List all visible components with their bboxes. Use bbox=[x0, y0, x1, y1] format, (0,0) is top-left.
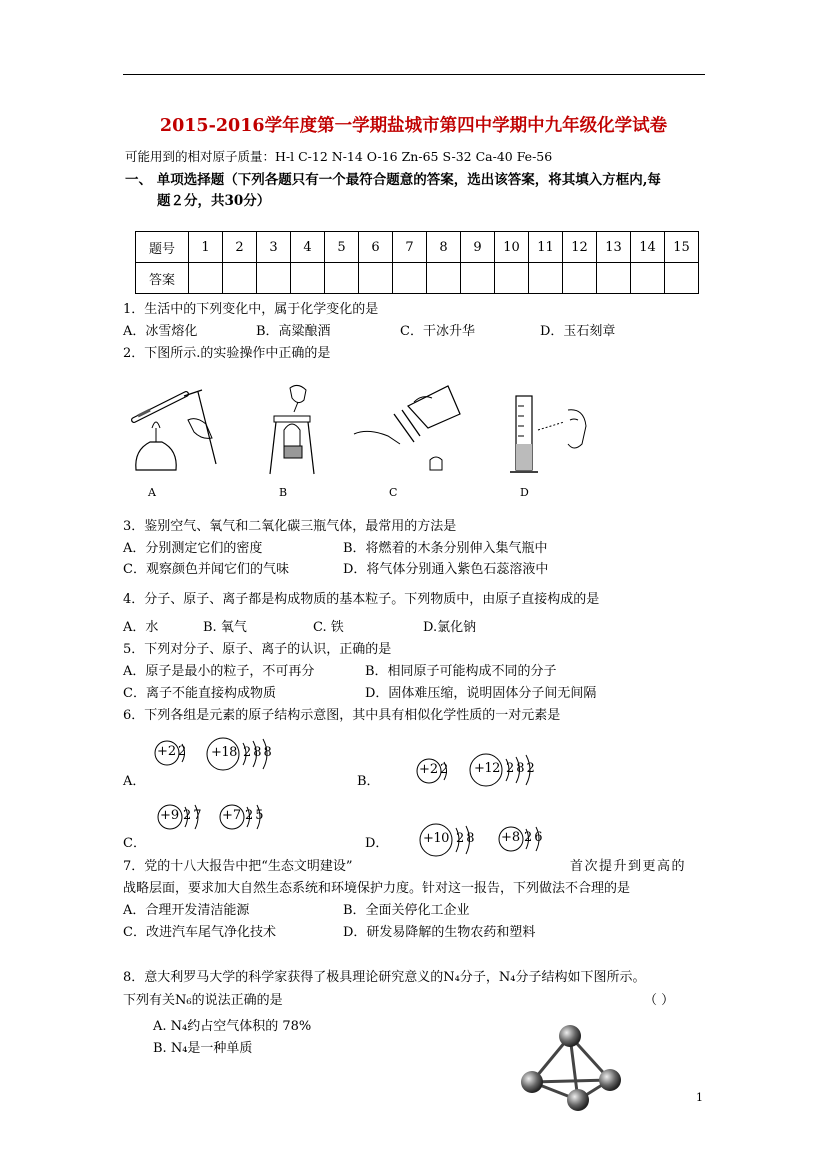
table-number: 11 bbox=[529, 232, 563, 263]
answer-cell[interactable] bbox=[461, 263, 495, 294]
answer-cell[interactable] bbox=[529, 263, 563, 294]
q4-option-d: D.氯化钠 bbox=[423, 620, 477, 635]
q4-option-c: C. 铁 bbox=[313, 620, 344, 635]
nucleus-charge: +8 bbox=[501, 830, 521, 845]
section1-instructions-line1: 一、 单项选择题（下列各题只有一个最符合题意的答案，选出该答案，将其填入方框内,每 bbox=[125, 172, 661, 188]
electron-shells: 26 bbox=[524, 830, 545, 845]
electron-shells: 28 bbox=[456, 831, 477, 846]
table-number: 9 bbox=[461, 232, 495, 263]
table-number: 3 bbox=[257, 232, 291, 263]
exam-title: 2015-2016学年度第一学期盐城市第四中学期中九年级化学试卷 bbox=[159, 116, 668, 136]
q6-option-a: A． bbox=[123, 774, 146, 789]
q3-stem: 3．鉴别空气、氧气和二氧化碳三瓶气体，最常用的方法是 bbox=[123, 519, 457, 534]
q2-label-a: A bbox=[148, 486, 156, 499]
table-number: 13 bbox=[597, 232, 631, 263]
q5-option-a: A．原子是最小的粒子，不可再分 bbox=[123, 664, 315, 679]
q6-option-d: D． bbox=[365, 836, 389, 851]
answer-cell[interactable] bbox=[189, 263, 223, 294]
section1-instructions-line2: 题２分，共30分） bbox=[157, 193, 271, 209]
table-number: 12 bbox=[563, 232, 597, 263]
electron-shells: 27 bbox=[183, 808, 204, 823]
electron-shells: 288 bbox=[243, 745, 274, 760]
answer-cell[interactable] bbox=[665, 263, 699, 294]
q7-option-a: A．合理开发清洁能源 bbox=[123, 903, 250, 918]
electron-shells: 2 bbox=[178, 744, 187, 759]
q6-option-b: B． bbox=[357, 774, 380, 789]
answer-cell[interactable] bbox=[495, 263, 529, 294]
lab-illustration-pouring bbox=[348, 384, 464, 476]
answer-cell[interactable] bbox=[359, 263, 393, 294]
q5-option-c: C．离子不能直接构成物质 bbox=[123, 686, 276, 701]
n4-molecule-structure bbox=[518, 1022, 628, 1114]
electron-shells: 282 bbox=[506, 761, 537, 776]
nucleus-charge: +18 bbox=[211, 745, 237, 760]
answer-cell[interactable] bbox=[427, 263, 461, 294]
nucleus-charge: +2 bbox=[419, 762, 439, 777]
answer-cell[interactable] bbox=[597, 263, 631, 294]
lab-illustration-heating-tube bbox=[128, 380, 228, 480]
nucleus-charge: +9 bbox=[160, 808, 180, 823]
q7-stem-part1: 7．党的十八大报告中把“生态文明建设” bbox=[123, 859, 353, 874]
atomic-masses: 可能用到的相对原子质量：H-l C-12 N-14 O-16 Zn-65 S-32 Ca-40 Fe-56 bbox=[125, 149, 553, 164]
q2-label-c: C bbox=[389, 486, 398, 499]
q1-option-a: A．冰雪熔化 bbox=[123, 324, 198, 339]
q7-option-d: D．研发易降解的生物农药和塑料 bbox=[343, 925, 536, 940]
nucleus-charge: +2 bbox=[157, 744, 177, 759]
q4-option-a: A．水 bbox=[123, 620, 159, 635]
q8-stem-line1: 8．意大利罗马大学的科学家获得了极具理论研究意义的N₄分子，N₄分子结构如下图所示。 bbox=[123, 970, 646, 985]
q7-option-b: B．全面关停化工企业 bbox=[343, 903, 470, 918]
answer-table bbox=[135, 231, 699, 294]
q7-stem-part2: 首次提升到更高的 bbox=[570, 859, 687, 874]
q2-stem: 2．下图所示.的实验操作中正确的是 bbox=[123, 346, 331, 361]
table-number: 4 bbox=[291, 232, 325, 263]
q8-answer-bracket: （ ） bbox=[644, 993, 675, 1008]
nucleus-charge: +12 bbox=[474, 761, 500, 776]
electron-shells: 2 bbox=[440, 762, 449, 777]
nucleus-charge: +10 bbox=[423, 831, 449, 846]
table-number: 7 bbox=[393, 232, 427, 263]
q8-stem-line2: 下列有关N₆的说法正确的是 bbox=[123, 993, 283, 1008]
table-header-label: 题号 bbox=[136, 232, 189, 263]
q3-option-d: D．将气体分别通入紫色石蕊溶液中 bbox=[343, 562, 549, 577]
table-number: 14 bbox=[631, 232, 665, 263]
answer-cell[interactable] bbox=[563, 263, 597, 294]
table-answer-label: 答案 bbox=[136, 263, 189, 294]
q3-option-a: A．分别测定它们的密度 bbox=[123, 541, 263, 556]
q5-option-b: B．相同原子可能构成不同的分子 bbox=[365, 664, 557, 679]
q7-option-c: C．改进汽车尾气净化技术 bbox=[123, 925, 276, 940]
header-rule bbox=[123, 74, 705, 75]
q5-option-d: D．固体难压缩，说明固体分子间无间隔 bbox=[365, 686, 597, 701]
q1-option-c: C．干冰升华 bbox=[400, 324, 475, 339]
q6-option-c: C． bbox=[123, 836, 146, 851]
q8-option-a: A. N₄约占空气体积的 78% bbox=[153, 1019, 312, 1034]
table-number: 10 bbox=[495, 232, 529, 263]
answer-cell[interactable] bbox=[291, 263, 325, 294]
q5-stem: 5．下列对分子、原子、离子的认识，正确的是 bbox=[123, 642, 392, 657]
answer-cell[interactable] bbox=[325, 263, 359, 294]
q4-stem: 4．分子、原子、离子都是构成物质的基本粒子。下列物质中，由原子直接构成的是 bbox=[123, 592, 600, 607]
q2-label-b: B bbox=[279, 486, 288, 499]
answer-cell[interactable] bbox=[257, 263, 291, 294]
q4-option-b: B. 氧气 bbox=[203, 620, 247, 635]
q3-option-c: C．观察颜色并闻它们的气味 bbox=[123, 562, 289, 577]
answer-cell[interactable] bbox=[393, 263, 427, 294]
answer-cell[interactable] bbox=[631, 263, 665, 294]
q3-option-b: B．将燃着的木条分别伸入集气瓶中 bbox=[343, 541, 548, 556]
q6-stem: 6．下列各组是元素的原子结构示意图，其中具有相似化学性质的一对元素是 bbox=[123, 708, 561, 723]
table-number: 1 bbox=[189, 232, 223, 263]
lab-illustration-graduated-cylinder bbox=[508, 388, 590, 476]
q1-option-d: D．玉石刻章 bbox=[540, 324, 616, 339]
answer-table-answer-row bbox=[136, 263, 699, 294]
q1-option-b: B．高粱酿酒 bbox=[256, 324, 331, 339]
answer-table-header-row bbox=[136, 232, 699, 263]
nucleus-charge: +7 bbox=[222, 808, 242, 823]
table-number: 8 bbox=[427, 232, 461, 263]
q8-option-b: B. N₄是一种单质 bbox=[153, 1041, 253, 1056]
table-number: 5 bbox=[325, 232, 359, 263]
lab-illustration-tripod-burner bbox=[262, 382, 322, 478]
page-number: 1 bbox=[696, 1091, 703, 1104]
table-number: 6 bbox=[359, 232, 393, 263]
answer-cell[interactable] bbox=[223, 263, 257, 294]
table-number: 2 bbox=[223, 232, 257, 263]
q2-label-d: D bbox=[520, 486, 529, 499]
q1-stem: 1．生活中的下列变化中，属于化学变化的是 bbox=[123, 302, 379, 317]
table-number: 15 bbox=[665, 232, 699, 263]
q7-stem-line2: 战略层面，要求加大自然生态系统和环境保护力度。针对这一报告，下列做法不合理的是 bbox=[123, 881, 631, 896]
electron-shells: 25 bbox=[245, 808, 266, 823]
